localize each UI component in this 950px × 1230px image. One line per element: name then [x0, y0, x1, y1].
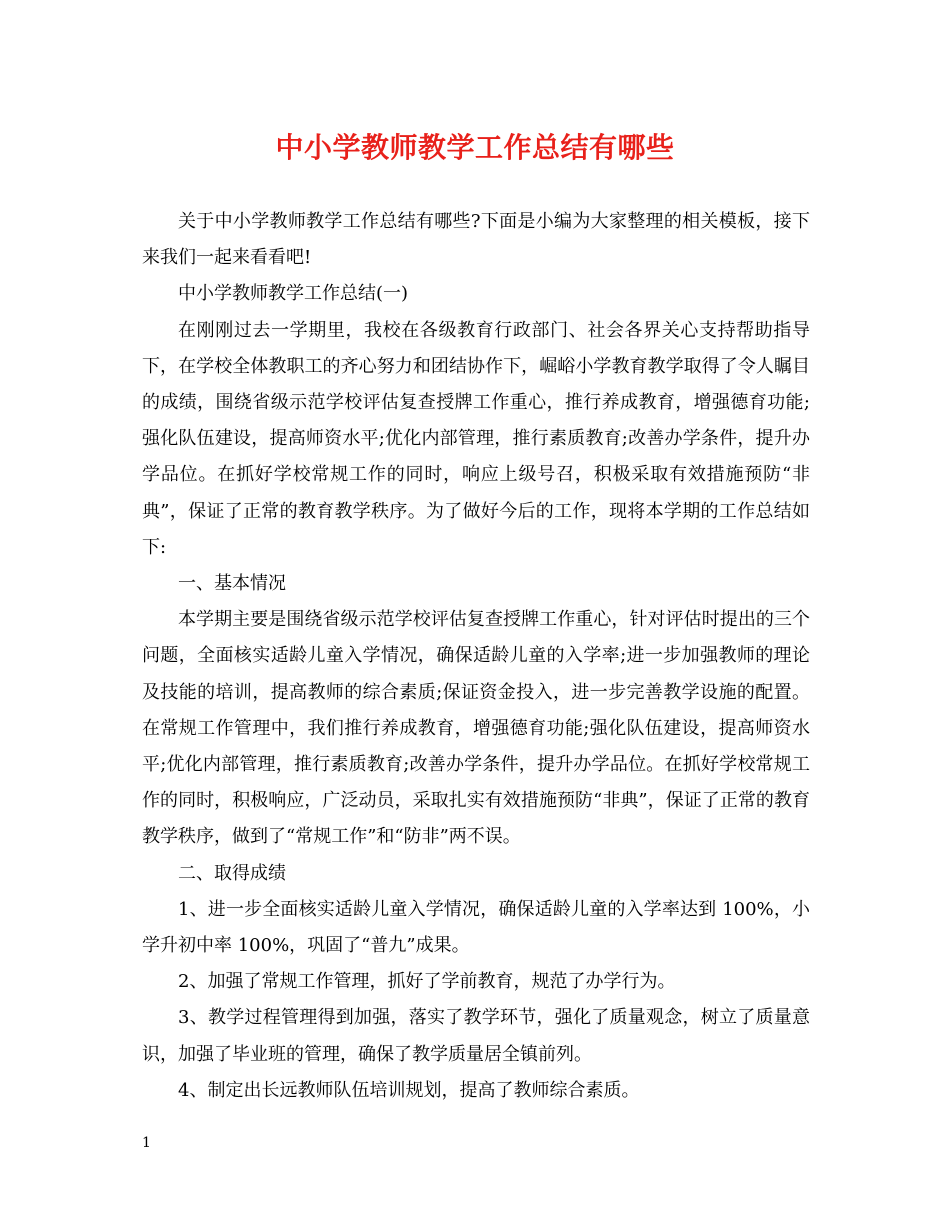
document-body — [142, 204, 810, 1109]
section-heading-achievements: 二、取得成绩 — [178, 862, 286, 884]
list-item: 1、进一步全面核实适龄儿童入学情况，确保适龄儿童的入学率达到 100%，小学升初中率 100%，巩固了“普九”成果。 — [142, 898, 810, 957]
page-number: 1 — [142, 1135, 151, 1151]
list-item: 3、教学过程管理得到加强，落实了教学环节，强化了质量观念，树立了质量意识，加强了毕业班的管理，确保了教学质量居全镇前列。 — [142, 1007, 810, 1065]
list-item: 4、制定出长远教师队伍培训规划，提高了教师综合素质。 — [178, 1079, 640, 1101]
body-paragraph: 在刚刚过去一学期里，我校在各级教育行政部门、社会各界关心支持帮助指导下，在学校全体教职工的齐心努力和团结协作下，崛峪小学教育教学取得了令人瞩目的成绩，围绕省级示范学校评估复查授牌工作重心，推行养成教育，增强德育功能;强化队伍建设，提高师资水平;优化内部管理，推行素质教育;改善办学条件，提升办学品位。在抓好学校常规工作的同时，响应上级号召，积极采取有效措施预防“非典”，保证了正常的教育教学秩序。为了做好今后的工作，现将本学期的工作总结如下: — [142, 319, 810, 558]
section-heading-summary-one: 中小学教师教学工作总结(一) — [178, 283, 409, 305]
list-item: 2、加强了常规工作管理，抓好了学前教育，规范了办学行为。 — [178, 971, 676, 993]
intro-paragraph: 关于中小学教师教学工作总结有哪些?下面是小编为大家整理的相关模板，接下来我们一起来看看吧! — [142, 211, 810, 269]
section-heading-basic-situation: 一、基本情况 — [178, 573, 286, 595]
body-paragraph: 本学期主要是围绕省级示范学校评估复查授牌工作重心，针对评估时提出的三个问题，全面核实适龄儿童入学情况，确保适龄儿童的入学率;进一步加强教师的理论及技能的培训，提高教师的综合素质;保证资金投入，进一步完善教学设施的配置。在常规工作管理中，我们推行养成教育，增强德育功能;强化队伍建设，提高师资水平;优化内部管理，推行素质教育;改善办学条件，提升办学品位。在抓好学校常规工作的同时，积极响应，广泛动员，采取扎实有效措施预防“非典”，保证了正常的教育教学秩序，做到了“常规工作”和“防非”两不误。 — [142, 609, 810, 848]
document-title: 中小学教师教学工作总结有哪些 — [275, 131, 675, 164]
